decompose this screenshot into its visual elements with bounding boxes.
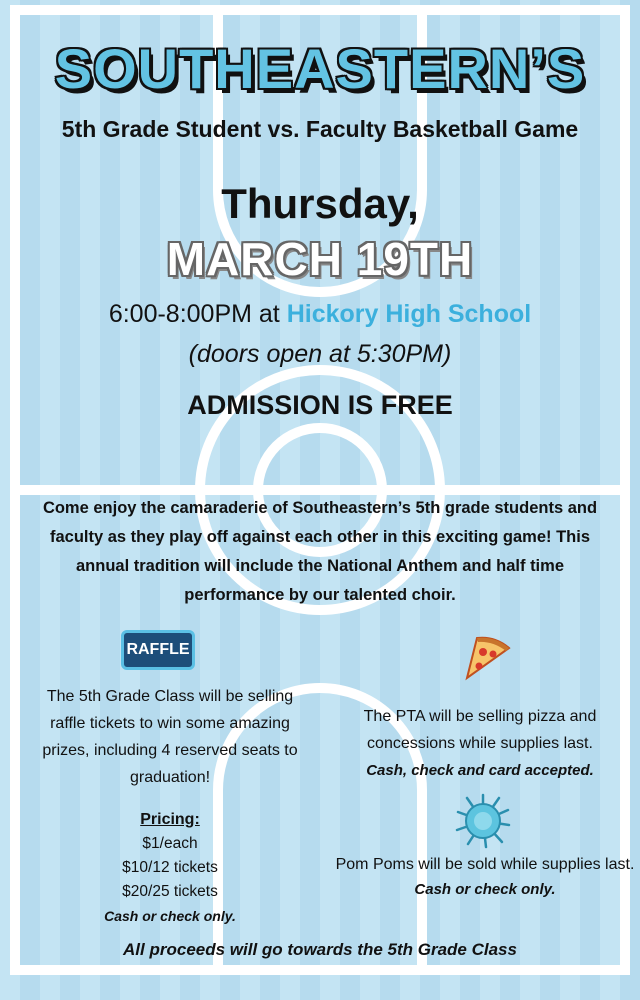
pizza-description [330, 703, 630, 784]
event-venue: Hickory High School [286, 300, 532, 328]
footer-note: All proceeds will go towards the 5th Grade Class [123, 940, 517, 959]
raffle-description: The 5th Grade Class will be selling raffle tickets to win some amazing prizes, including 4 reserved seats to graduation! [42, 688, 298, 786]
pizza-icon [461, 632, 513, 684]
event-subtitle: 5th Grade Student vs. Faculty Basketball Game [61, 116, 579, 142]
admission-info: ADMISSION IS FREE [187, 390, 453, 420]
price-item: $10/12 tickets [122, 859, 218, 876]
event-time [0, 300, 640, 329]
pompom-description [335, 852, 635, 902]
event-date: MARCH 19TH [166, 233, 474, 285]
pizza-text: The PTA will be selling pizza and concessions while supplies last. [363, 708, 597, 752]
event-time-text: 6:00-8:00PM at [108, 300, 280, 328]
pricing-heading: Pricing: [140, 811, 200, 828]
school-title: SOUTHEASTERN’S [54, 37, 586, 100]
price-item: $1/each [142, 835, 198, 852]
raffle-ticket-icon: RAFFLE [121, 630, 195, 670]
pompom-text: Pom Poms will be sold while supplies last. [335, 856, 635, 873]
doors-open: (doors open at 5:30PM) [188, 340, 452, 368]
event-day: Thursday, [221, 180, 419, 227]
price-item: $20/25 tickets [122, 883, 218, 900]
pompom-icon [454, 792, 512, 850]
raffle-payment-note: Cash or check only. [104, 908, 236, 924]
raffle-pricing [30, 808, 310, 928]
pompom-payment-note: Cash or check only. [414, 881, 556, 898]
pizza-payment-note: Cash, check and card accepted. [366, 762, 594, 779]
event-description: Come enjoy the camaraderie of Southeastern’s 5th grade students and faculty as they play off against each other in this exciting game! This annual tradition will include the National Anthem and half time performance by our talented choir. [42, 499, 598, 604]
